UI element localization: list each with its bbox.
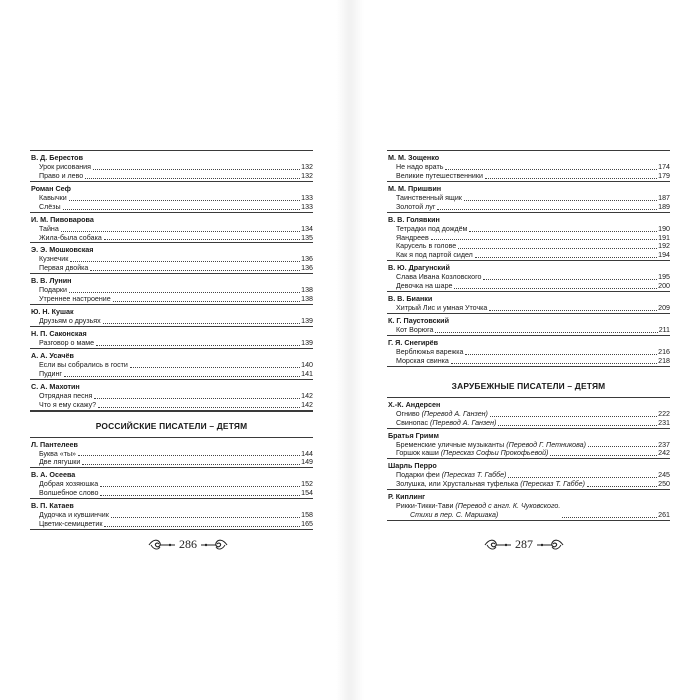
dot-leader: [498, 425, 657, 426]
ornament-right-icon: [200, 539, 228, 551]
entry-page: 231: [658, 418, 670, 427]
entry-title-cell: [39, 480, 98, 489]
toc-entry: [30, 458, 313, 467]
toc-group: [30, 150, 313, 411]
dot-leader: [82, 464, 300, 465]
entry-title: Кузнечик: [39, 255, 69, 264]
entry-title-cell: [39, 450, 76, 459]
toc-entry: [387, 194, 670, 203]
dot-leader: [111, 517, 300, 518]
entry-title: Дудочка и кувшинчик: [39, 511, 109, 520]
entry-note: (Перевод А. Ганзен): [430, 418, 497, 427]
entry-note: (Перевод А. Ганзен): [421, 409, 488, 418]
toc-entry: [30, 295, 313, 304]
entry-title: Карусель в голове: [396, 242, 457, 251]
entry-title: Слава Ивана Козловского: [396, 273, 482, 282]
entry-page: 139: [301, 317, 313, 326]
toc-entry: [30, 511, 313, 520]
toc-entry: [30, 480, 313, 489]
entry-page: 152: [301, 480, 313, 489]
author-section: [30, 467, 313, 498]
author-name: Э. Э. Мошковская: [31, 245, 94, 255]
entry-page: 200: [658, 282, 670, 291]
entry-title: Не надо врать: [396, 163, 444, 171]
entry-title-cell: [396, 449, 548, 458]
dot-leader: [587, 486, 657, 487]
dot-leader: [104, 239, 300, 240]
entry-title-cell: [39, 225, 59, 234]
dot-leader: [469, 231, 657, 232]
dot-leader: [61, 231, 300, 232]
entry-page: 134: [301, 224, 313, 233]
toc-entry: [387, 242, 670, 251]
entry-page: 140: [301, 360, 313, 369]
toc-entry: [387, 480, 670, 489]
entry-page: 142: [301, 400, 313, 409]
author-section: [387, 291, 670, 313]
toc-entry: [387, 326, 670, 335]
entry-title-cell: [396, 251, 473, 260]
entry-page: 222: [658, 409, 670, 418]
author-section: [30, 150, 313, 181]
entry-page: 179: [658, 171, 670, 180]
entry-page: 189: [658, 202, 670, 211]
entry-page: 261: [658, 511, 670, 520]
entry-title-cell: [39, 458, 80, 467]
dot-leader: [98, 407, 300, 408]
entry-title-cell: [39, 317, 101, 326]
entry-title: Кот Ворюга: [396, 325, 434, 334]
entry-title: Подарки феи: [396, 471, 440, 480]
toc-entry: [387, 163, 670, 172]
ornament-left-icon: [484, 539, 512, 551]
ornament-right-icon: [536, 539, 564, 551]
entry-title-cell: [39, 194, 67, 203]
entry-title-cell: [396, 273, 481, 282]
author-section: [30, 348, 313, 379]
entry-title-cell: [396, 480, 585, 489]
entry-title-cell: [396, 348, 463, 357]
dot-leader: [85, 178, 300, 179]
author-section: [387, 489, 670, 521]
entry-title-cell: [396, 203, 435, 212]
entry-title-cell: [39, 234, 102, 243]
toc-entry: [30, 317, 313, 326]
toc-entry: [30, 392, 313, 401]
author-name: М. М. Зощенко: [388, 153, 440, 162]
entry-note: (Пересказ Т. Габбе): [441, 471, 507, 480]
entry-page: 135: [301, 233, 313, 242]
entry-title: Что я ему скажу?: [39, 400, 97, 409]
entry-title-cell: [39, 172, 83, 181]
entry-title: Друзьям о друзьях: [39, 317, 101, 326]
entry-title-cell: [396, 357, 449, 366]
author-name: Братья Гримм: [388, 430, 439, 440]
entry-title: Право и лево: [39, 171, 84, 180]
author-section: [30, 242, 313, 273]
author-section: [30, 212, 313, 243]
entry-page: 191: [658, 233, 670, 242]
entry-title-cell: [396, 419, 496, 428]
entry-title: Утреннее настроение: [39, 295, 111, 304]
toc-entry: [387, 304, 670, 313]
entry-page: 237: [658, 440, 670, 449]
author-name: В. Д. Берестов: [31, 153, 83, 162]
author-section: [30, 273, 313, 304]
toc-entry: [387, 234, 670, 243]
ornament-left-icon: [148, 539, 176, 551]
author-name: В. В. Голявкин: [388, 214, 440, 224]
toc-entry: [387, 502, 670, 520]
entry-title: Хитрый Лис и умная Уточка: [396, 304, 488, 313]
toc-entry: [387, 357, 670, 366]
toc-entry: [387, 419, 670, 428]
entry-title-cell: [396, 172, 483, 181]
toc-entry: [30, 194, 313, 203]
toc-entry: [30, 339, 313, 348]
toc-entry: [387, 172, 670, 181]
dot-leader: [483, 279, 657, 280]
right-page: [350, 0, 700, 700]
entry-page: 211: [658, 325, 670, 334]
toc-entry: [30, 286, 313, 295]
toc-entry: [387, 225, 670, 234]
entry-title: Огниво: [396, 409, 420, 418]
author-name: М. М. Пришвин: [388, 183, 442, 193]
entry-page: 138: [301, 295, 313, 304]
toc-entry: [30, 489, 313, 498]
author-name: К. Г. Паустовский: [388, 315, 450, 325]
dot-leader: [437, 209, 657, 210]
author-name: В. В. Лунин: [31, 276, 72, 286]
author-section: [30, 181, 313, 212]
dot-leader: [588, 446, 657, 447]
entry-title-cell: [396, 194, 462, 203]
dot-leader: [508, 477, 657, 478]
toc-entry: [30, 370, 313, 379]
dot-leader: [490, 416, 657, 417]
entry-title-cell: [396, 163, 443, 172]
entry-page: 174: [658, 163, 670, 171]
entry-title-cell: [396, 234, 429, 243]
entry-page: 154: [301, 489, 313, 498]
entry-title: Подарки: [39, 286, 67, 295]
entry-title: Девочка на шаре: [396, 282, 453, 291]
author-name: В. В. Бианки: [388, 294, 433, 304]
entry-title-cell: [39, 295, 111, 304]
entry-title: Первая двойка: [39, 264, 89, 273]
author-section: [387, 397, 670, 428]
toc-entry: [387, 449, 670, 458]
dot-leader: [70, 261, 300, 262]
entry-title-cell: [396, 242, 456, 251]
author-section: [387, 260, 670, 291]
dot-leader: [64, 376, 300, 377]
dot-leader: [96, 345, 300, 346]
entry-page: 218: [658, 356, 670, 365]
entry-title: Жила-была собака: [39, 233, 102, 242]
author-name: Роман Сеф: [31, 183, 71, 193]
entry-page: 209: [658, 304, 670, 313]
entry-page: 216: [658, 347, 670, 356]
entry-page: 138: [301, 286, 313, 295]
entry-title: Верблюжья варежка: [396, 347, 464, 356]
entry-title: Две лягушки: [39, 458, 81, 467]
dot-leader: [464, 200, 657, 201]
entry-page: 165: [301, 520, 313, 529]
entry-title-cell: [396, 471, 506, 480]
toc-entry: [387, 410, 670, 419]
author-section: [30, 326, 313, 348]
entry-title: Горшок каши: [396, 449, 439, 458]
author-name: В. Ю. Драгунский: [388, 263, 450, 273]
author-name: В. А. Осеева: [31, 470, 76, 480]
dot-leader: [431, 239, 657, 240]
entry-title: Пудинг: [39, 369, 63, 378]
author-name: В. П. Катаев: [31, 501, 74, 511]
entry-note: (Пересказ Т. Габбе): [520, 480, 585, 489]
dot-leader: [100, 486, 300, 487]
author-name: Х.-К. Андерсен: [388, 399, 441, 409]
entry-page: 141: [301, 369, 313, 378]
entry-title: Урок рисования: [39, 163, 91, 171]
dot-leader: [465, 354, 657, 355]
author-section: [30, 304, 313, 326]
entry-note-continued: Стихи в пер. С. Маршака): [410, 511, 499, 520]
entry-line-1: [396, 502, 560, 511]
entry-title: Отрядная песня: [39, 391, 93, 400]
dot-leader: [130, 367, 300, 368]
author-name: Шарль Перро: [388, 461, 437, 471]
toc-entry: [30, 225, 313, 234]
entry-page: 136: [301, 264, 313, 273]
entry-line-2: [396, 511, 560, 520]
entry-note: (Пересказ Софьи Прокофьевой): [440, 449, 549, 458]
entry-title-cell: [39, 163, 91, 172]
dot-leader: [100, 495, 300, 496]
entry-page: 149: [301, 458, 313, 467]
entry-title: Рикки-Тикки-Тави: [396, 502, 454, 511]
dot-leader: [94, 398, 300, 399]
entry-title: Золотой луг: [396, 202, 436, 211]
entry-title-cell: [396, 304, 487, 313]
entry-title-cell: [39, 520, 102, 529]
toc-entry: [387, 471, 670, 480]
entry-page: 142: [301, 391, 313, 400]
entry-title: Если вы собрались в гости: [39, 360, 128, 369]
toc-entry: [30, 264, 313, 273]
entry-title-cell: [39, 255, 68, 264]
entry-title-cell: [396, 502, 560, 520]
author-name: Р. Киплинг: [388, 492, 426, 502]
author-section: [387, 428, 670, 459]
entry-title: Буква «ты»: [39, 449, 76, 458]
entry-title-cell: [396, 441, 586, 450]
toc-group: [387, 397, 670, 521]
dot-leader: [489, 310, 657, 311]
entry-title-cell: [39, 401, 96, 410]
entry-title-cell: [396, 282, 452, 291]
author-section: [30, 437, 313, 468]
author-section: [387, 212, 670, 261]
toc-entry: [30, 234, 313, 243]
dot-leader: [63, 209, 301, 210]
entry-page: 250: [658, 480, 670, 489]
entry-title: Свинопас: [396, 418, 429, 427]
toc-entry: [30, 520, 313, 529]
dot-leader: [103, 323, 300, 324]
entry-title: Золушка, или Хрустальная туфелька: [396, 480, 519, 489]
dot-leader: [454, 288, 657, 289]
toc-column-right: [387, 150, 670, 521]
toc-entry: [387, 251, 670, 260]
entry-page: 187: [658, 193, 670, 202]
entry-page: 144: [301, 449, 313, 458]
entry-page: 132: [301, 171, 313, 180]
toc-entry: [387, 203, 670, 212]
entry-title: Тайна: [39, 224, 59, 233]
author-name: И. М. Пивоварова: [31, 214, 94, 224]
entry-page: 132: [301, 163, 313, 171]
author-name: Г. Я. Снегирёв: [388, 337, 439, 347]
page-folio: [148, 537, 228, 552]
entry-page: 158: [301, 511, 313, 520]
dot-leader: [104, 526, 300, 527]
toc-entry: [30, 361, 313, 370]
entry-page: 136: [301, 255, 313, 264]
dot-leader: [562, 517, 657, 518]
entry-page: 133: [301, 193, 313, 202]
entry-title: Добрая хозяюшка: [39, 480, 99, 489]
dot-leader: [90, 270, 300, 271]
entry-page: 245: [658, 471, 670, 480]
dot-leader: [458, 248, 657, 249]
page-folio: [484, 537, 564, 552]
author-name: А. А. Усачёв: [31, 350, 74, 360]
dot-leader: [69, 292, 300, 293]
entry-title: Тетрадки под дождём: [396, 224, 468, 233]
entry-title: Яандреев: [396, 233, 429, 242]
dot-leader: [78, 455, 300, 456]
entry-title-cell: [39, 203, 61, 212]
author-section: [387, 313, 670, 335]
toc-entry: [30, 401, 313, 410]
entry-title: Бременские уличные музыканты: [396, 440, 505, 449]
entry-title: Как я под партой сидел: [396, 251, 473, 260]
author-section: [387, 150, 670, 181]
dot-leader: [93, 169, 300, 170]
entry-title: Морская свинка: [396, 356, 449, 365]
toc-entry: [387, 441, 670, 450]
entry-title: Слёзы: [39, 202, 61, 211]
entry-title-cell: [396, 326, 433, 335]
page-number: 287: [515, 537, 533, 551]
toc-entry: [387, 348, 670, 357]
entry-title: Волшебное слово: [39, 489, 99, 498]
dot-leader: [113, 301, 300, 302]
toc-entry: [30, 203, 313, 212]
author-name: Н. П. Саконская: [31, 328, 87, 338]
entry-note: (Перевод с англ. К. Чуковского.: [455, 502, 561, 511]
toc-group: [30, 437, 313, 530]
author-section: [387, 335, 670, 367]
author-section: [30, 498, 313, 530]
entry-page: 242: [658, 449, 670, 458]
dot-leader: [69, 200, 300, 201]
section-heading: ЗАРУБЕЖНЫЕ ПИСАТЕЛИ – ДЕТЯМ: [451, 380, 606, 391]
toc-entry: [30, 172, 313, 181]
entry-title-cell: [39, 361, 128, 370]
entry-page: 139: [301, 338, 313, 347]
author-section: [387, 458, 670, 489]
toc-column-left: [30, 150, 313, 530]
entry-page: 133: [301, 202, 313, 211]
entry-page: 194: [658, 251, 670, 260]
dot-leader: [435, 332, 657, 333]
toc-entry: [30, 255, 313, 264]
entry-page: 195: [658, 273, 670, 282]
entry-title-cell: [39, 339, 94, 348]
dot-leader: [445, 169, 657, 170]
toc-entry: [387, 282, 670, 291]
dot-leader: [485, 178, 657, 179]
entry-title: Цветик-семицветик: [39, 520, 103, 529]
entry-title: Разговор о маме: [39, 338, 95, 347]
author-name: Ю. Н. Кушак: [31, 307, 74, 317]
section-heading: РОССИЙСКИЕ ПИСАТЕЛИ – ДЕТЯМ: [30, 411, 313, 437]
entry-title-cell: [39, 264, 88, 273]
toc-entry: [30, 163, 313, 172]
entry-title-cell: [39, 370, 62, 379]
entry-title-cell: [396, 225, 467, 234]
dot-leader: [451, 363, 657, 364]
entry-page: 192: [658, 242, 670, 251]
entry-note: (Перевод Г. Петникова): [506, 440, 586, 449]
toc-entry: [387, 273, 670, 282]
entry-title-cell: [39, 286, 67, 295]
author-name: Л. Пантелеев: [31, 439, 78, 449]
dot-leader: [550, 455, 657, 456]
entry-title: Кавычки: [39, 193, 67, 202]
entry-page: 190: [658, 224, 670, 233]
author-name: С. А. Махотин: [31, 381, 80, 391]
entry-title-cell: [39, 511, 109, 520]
entry-title-cell: [39, 392, 92, 401]
entry-title: Таинственный ящик: [396, 193, 462, 202]
toc-entry: [30, 450, 313, 459]
author-section: [30, 379, 313, 411]
entry-title-cell: [39, 489, 98, 498]
page-number: 286: [179, 537, 197, 551]
dot-leader: [475, 257, 657, 258]
author-section: [387, 181, 670, 212]
entry-title-cell: [396, 410, 488, 419]
toc-group: [387, 150, 670, 367]
entry-title: Великие путешественники: [396, 171, 483, 180]
